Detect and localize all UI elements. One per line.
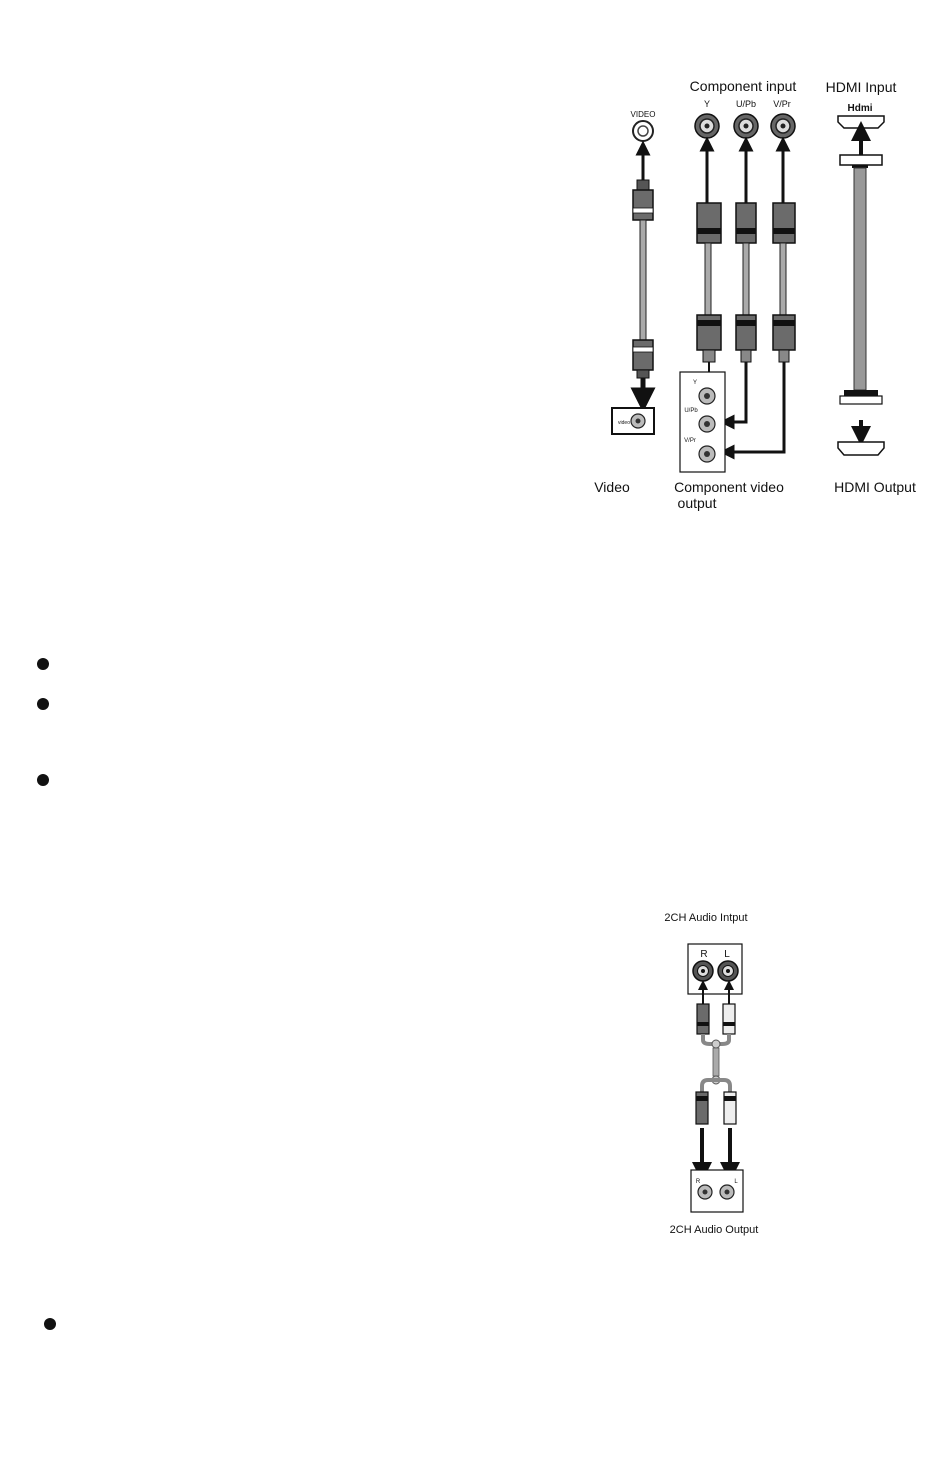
video-jack-label: VIDEO bbox=[630, 110, 656, 119]
audio-input-title: 2CH Audio Intput bbox=[664, 912, 748, 924]
upb-output-label: U/Pb bbox=[684, 408, 698, 414]
audio-input-l-jack bbox=[718, 961, 738, 981]
audio-input-l-label: L bbox=[724, 949, 730, 960]
video-output-tag: video bbox=[618, 420, 630, 426]
bullet-marker bbox=[37, 658, 49, 670]
component-input-header: Component input bbox=[689, 78, 797, 94]
video-connection-diagram bbox=[594, 78, 916, 511]
audio-input-r-label: R bbox=[700, 949, 708, 960]
upb-jack-label: U/Pb bbox=[735, 99, 757, 109]
video-caption: Video bbox=[594, 479, 630, 495]
vpr-input-jack bbox=[771, 114, 795, 138]
vpr-jack-label: V/Pr bbox=[773, 99, 791, 109]
audio-connection-diagram bbox=[664, 912, 758, 1236]
hdmi-output-caption: HDMI Output bbox=[834, 479, 916, 495]
audio-output-box bbox=[691, 1170, 743, 1212]
video-input-jack bbox=[633, 121, 653, 141]
audio-output-title: 2CH Audio Output bbox=[669, 1224, 759, 1236]
component-y-cable bbox=[697, 144, 721, 384]
component-upb-cable bbox=[727, 144, 756, 422]
bullet-marker bbox=[44, 1318, 56, 1330]
audio-output-r-label: R bbox=[695, 1179, 701, 1185]
vpr-output-label: V/Pr bbox=[684, 438, 696, 444]
bullet-marker bbox=[37, 698, 49, 710]
y-input-jack bbox=[695, 114, 719, 138]
y-jack-label: Y bbox=[703, 99, 711, 109]
hdmi-cable bbox=[840, 131, 882, 436]
hdmi-logo: Hdmi bbox=[847, 103, 873, 114]
audio-y-cable bbox=[696, 985, 736, 1172]
audio-output-l-label: L bbox=[734, 1179, 738, 1185]
hdmi-input-header: HDMI Input bbox=[825, 79, 897, 95]
y-output-label: Y bbox=[692, 380, 698, 386]
component-vpr-cable bbox=[727, 144, 795, 452]
audio-input-r-jack bbox=[693, 961, 713, 981]
hdmi-input-port bbox=[838, 103, 884, 128]
composite-video-cable bbox=[633, 148, 653, 400]
bullet-marker bbox=[37, 774, 49, 786]
audio-input-box bbox=[688, 944, 742, 994]
component-output-box bbox=[680, 372, 725, 472]
upb-input-jack bbox=[734, 114, 758, 138]
video-output-box bbox=[612, 408, 654, 434]
component-caption-line1: Component video bbox=[674, 479, 784, 495]
hdmi-output-port bbox=[838, 442, 884, 455]
component-caption-line2: output bbox=[677, 495, 717, 511]
